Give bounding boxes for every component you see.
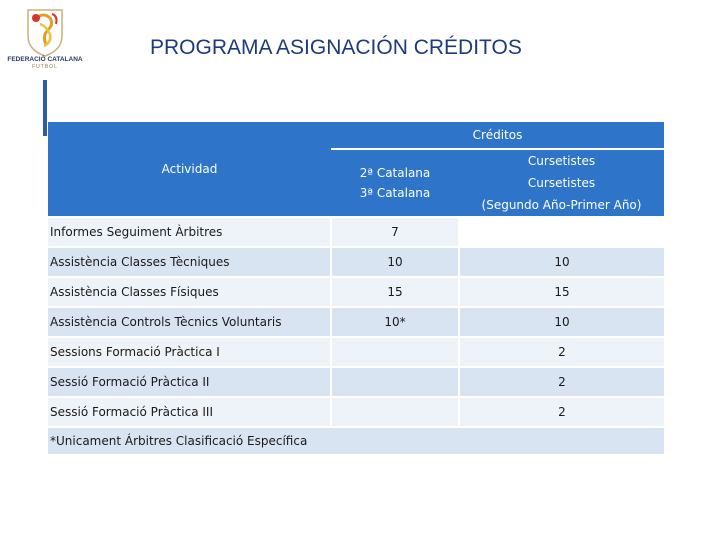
- header-cat-line2: 3ª Catalana: [359, 186, 431, 200]
- header-actividad: Actividad: [48, 122, 331, 217]
- row-activity: Sessió Formació Pràctica III: [48, 397, 331, 427]
- table-row: [48, 337, 664, 367]
- page-title: PROGRAMA ASIGNACIÓN CRÉDITOS: [150, 36, 522, 59]
- row-curs-value: 15: [459, 277, 664, 307]
- row-curs-value: 2: [459, 367, 664, 397]
- row-cat-value: [331, 367, 459, 397]
- table-row: [48, 367, 664, 397]
- row-cat-value: 10*: [331, 307, 459, 337]
- table-row: [48, 397, 664, 427]
- row-curs-value: 2: [459, 337, 664, 367]
- header-cursetistes: [459, 149, 664, 217]
- table-row: [48, 217, 664, 247]
- row-cat-value: 15: [331, 277, 459, 307]
- row-curs-value: 10: [459, 247, 664, 277]
- row-cat-value: [331, 337, 459, 367]
- table-row: [48, 247, 664, 277]
- row-cat-value: 10: [331, 247, 459, 277]
- logo-name: FEDERACIÓ CATALANA: [7, 56, 83, 63]
- row-curs-value: [459, 217, 664, 247]
- table-row: [48, 307, 664, 337]
- row-activity: Assistència Controls Tècnics Voluntaris: [48, 307, 331, 337]
- table-row: [48, 277, 664, 307]
- table-note: *Unicament Árbitres Clasificació Específica: [48, 427, 664, 455]
- row-activity: Sessions Formació Pràctica I: [48, 337, 331, 367]
- header-curs-line3: (Segundo Año-Primer Año): [481, 198, 642, 212]
- row-activity: Assistència Classes Físiques: [48, 277, 331, 307]
- logo-sub: FUTBOL: [32, 64, 58, 70]
- row-cat-value: [331, 397, 459, 427]
- row-activity: Assistència Classes Tècniques: [48, 247, 331, 277]
- row-activity: Informes Seguiment Àrbitres: [48, 217, 331, 247]
- table-note-row: [48, 427, 664, 455]
- row-curs-value: 10: [459, 307, 664, 337]
- header-catalana: [331, 149, 459, 217]
- accent-bar: [43, 80, 47, 136]
- row-activity: Sessió Formació Pràctica II: [48, 367, 331, 397]
- header-curs-line1: Cursetistes: [527, 154, 596, 168]
- header-curs-line2: Cursetistes: [527, 176, 596, 190]
- row-cat-value: 7: [331, 217, 459, 247]
- row-curs-value: 2: [459, 397, 664, 427]
- credits-table: [48, 122, 664, 456]
- header-cat-line1: 2ª Catalana: [359, 166, 431, 180]
- header-creditos: Créditos: [331, 122, 664, 149]
